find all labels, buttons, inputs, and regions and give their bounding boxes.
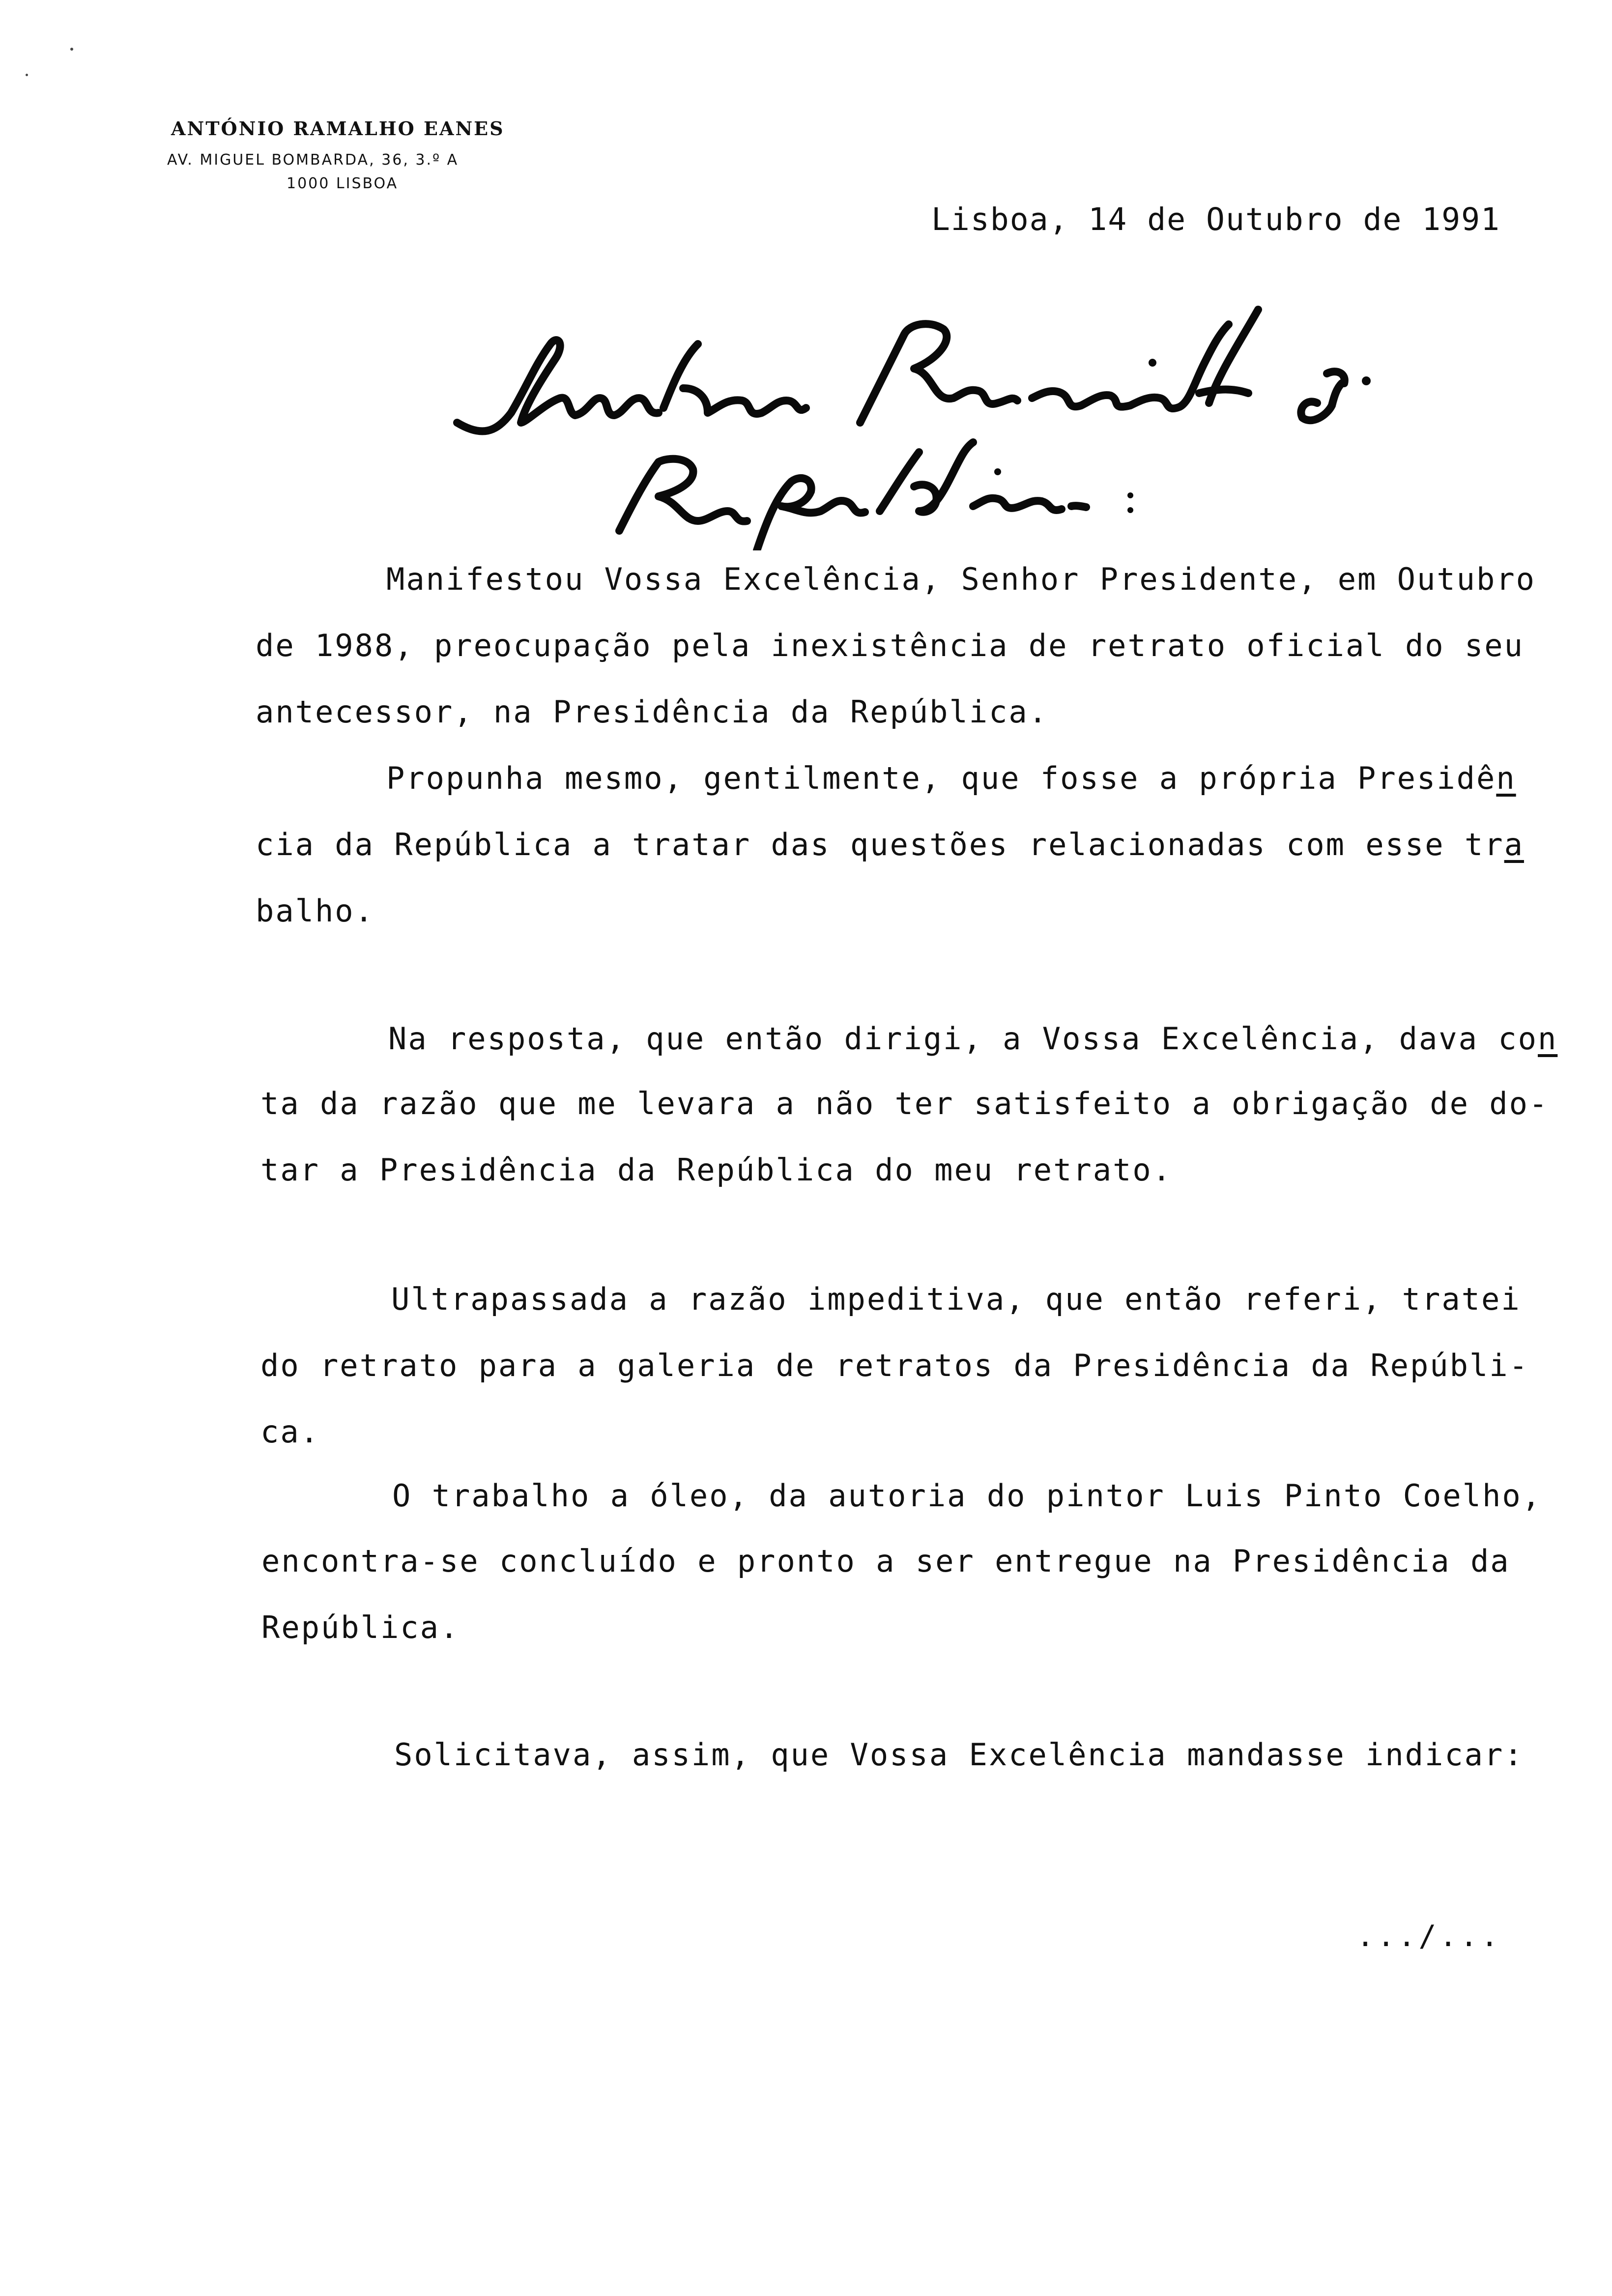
handwriting-strokes <box>452 275 1435 550</box>
scan-speck <box>26 74 28 76</box>
letter-date: Lisboa, 14 de Outubro de 1991 <box>931 201 1500 237</box>
paragraph-5-line-1: O trabalho a óleo, da autoria do pintor Luis Pinto Coelho, <box>392 1478 1542 1514</box>
paragraph-2-line-2 <box>256 827 1524 862</box>
paragraph-3-line-1 <box>388 1021 1558 1057</box>
paragraph-1-line-1: Manifestou Vossa Excelência, Senhor Presidente, em Outubro <box>386 561 1536 597</box>
letterhead-address: AV. MIGUEL BOMBARDA, 36, 3.º A <box>167 151 459 169</box>
paragraph-3-line-2: ta da razão que me levara a não ter satisfeito a obrigação de do- <box>260 1086 1549 1121</box>
paragraph-2-line-2-hyphen-letter: a <box>1504 827 1524 862</box>
paragraph-4-line-1: Ultrapassada a razão impeditiva, que então referi, tratei <box>391 1281 1521 1317</box>
paragraph-3-line-1-hyphen-letter: n <box>1537 1021 1558 1057</box>
paragraph-2-line-1-hyphen-letter: n <box>1496 760 1516 796</box>
paragraph-2-line-1 <box>386 760 1516 796</box>
handwritten-salutation <box>452 275 1435 550</box>
paragraph-4-line-3: ca. <box>260 1414 320 1450</box>
continuation-marker: .../... <box>1356 1919 1501 1953</box>
letterhead <box>167 114 609 195</box>
paragraph-2-line-3: balho. <box>256 893 374 929</box>
paragraph-3-line-1-text: Na resposta, que então dirigi, a Vossa Excelência, dava co <box>388 1021 1538 1057</box>
paragraph-5-line-2: encontra-se concluído e pronto a ser entregue na Presidência da <box>261 1543 1510 1579</box>
paragraph-2-line-2-text: cia da República a tratar das questões relacionadas com esse tr <box>256 827 1504 862</box>
paragraph-6-line-1: Solicitava, assim, que Vossa Excelência mandasse indicar: <box>394 1737 1524 1773</box>
paragraph-2-line-1-text: Propunha mesmo, gentilmente, que fosse a própria Presidê <box>386 760 1497 796</box>
paragraph-5-line-3: República. <box>261 1609 460 1645</box>
paragraph-1-line-2: de 1988, preocupação pela inexistência de retrato oficial do seu <box>256 628 1524 663</box>
paragraph-3-line-3: tar a Presidência da República do meu retrato. <box>260 1152 1173 1188</box>
paragraph-4-line-2: do retrato para a galeria de retratos da Presidência da Repúbli- <box>260 1348 1529 1383</box>
scan-speck <box>70 48 73 51</box>
paragraph-1-line-3: antecessor, na Presidência da República. <box>256 694 1049 730</box>
letterhead-name: ANTÓNIO RAMALHO EANES <box>171 117 505 140</box>
letterhead-city: 1000 LISBOA <box>287 175 399 192</box>
